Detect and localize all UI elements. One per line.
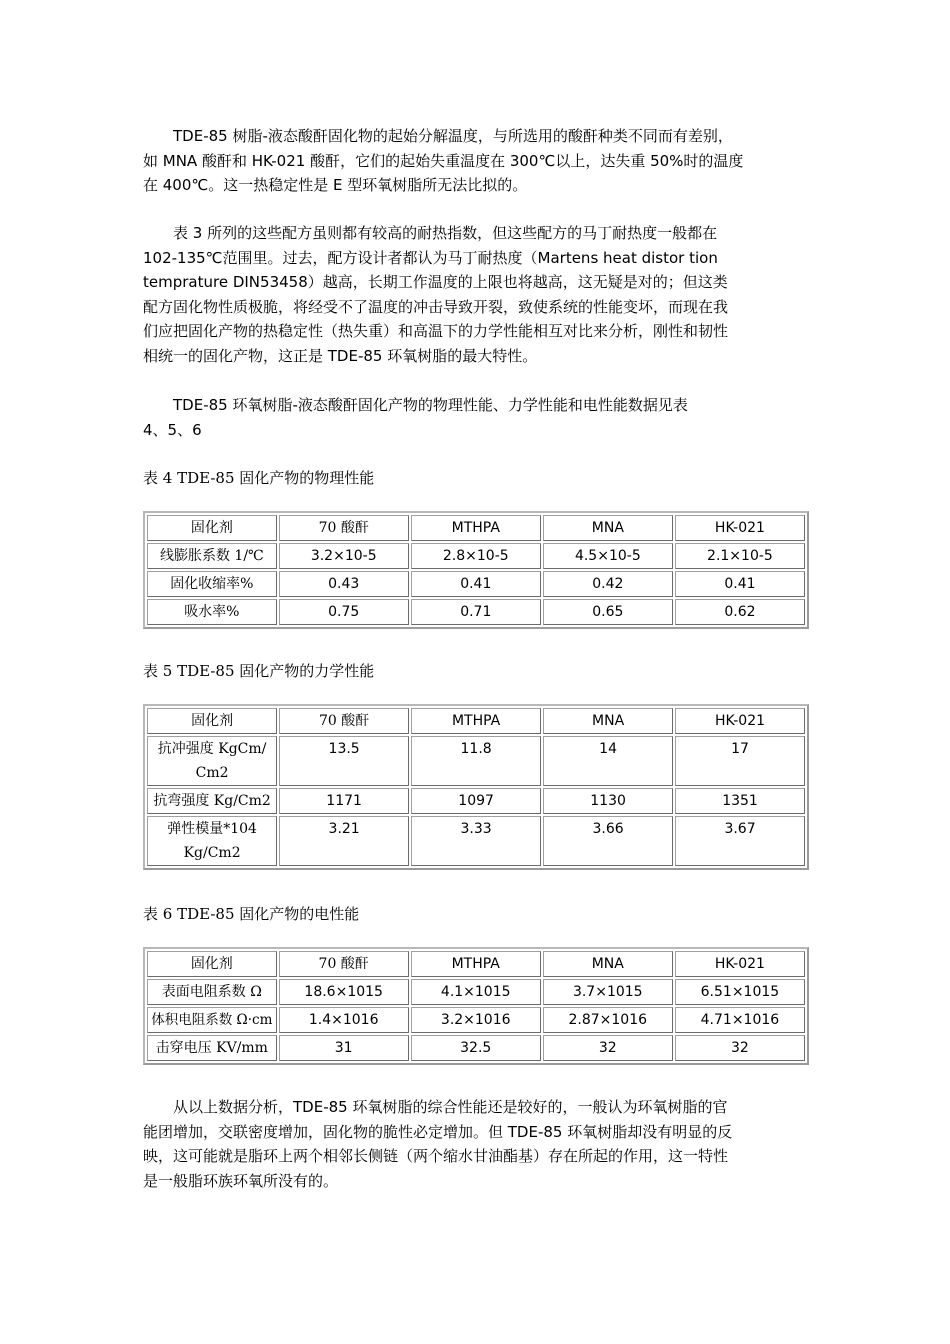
table-cell: 4.1×1015 [411,979,541,1005]
text-line: TDE-85 树脂-液态酸酐固化物的起始分解温度，与所选用的酸酐种类不同而有差别， [143,127,733,145]
table-cell: 11.8 [411,736,541,786]
table-cell: 1.4×1016 [279,1007,409,1033]
table-cell: 1351 [675,788,805,814]
row-label: 线膨胀系数 1/℃ [147,543,277,569]
table-cell: 0.41 [675,571,805,597]
paragraph-table-reference [143,393,808,442]
paragraph-conclusion [143,1095,808,1193]
table-cell: 0.41 [411,571,541,597]
table-cell: 3.33 [411,816,541,866]
table-cell: 3.67 [675,816,805,866]
header-cell: HK-021 [675,951,805,977]
table-row [147,543,805,569]
table-5-caption: 表 5 TDE-85 固化产物的力学性能 [143,662,375,680]
table-cell: 0.65 [543,599,673,625]
header-cell: MNA [543,515,673,541]
table-cell: 1130 [543,788,673,814]
table-cell: 31 [279,1035,409,1061]
table-cell: 3.66 [543,816,673,866]
table-row [147,736,805,786]
text-line: 映，这可能就是脂环上两个相邻长侧链（两个缩水甘油酯基）存在所起的作用，这一特性 [143,1147,729,1165]
table-cell: 32 [675,1035,805,1061]
table-cell: 1171 [279,788,409,814]
header-cell: MNA [543,708,673,734]
text-line: 4、5、6 [143,420,202,439]
text-line: 配方固化物性质极脆，将经受不了温度的冲击导致开裂，致使系统的性能变坏，而现在我 [143,297,729,316]
table-header-row [147,708,805,734]
row-label: 抗弯强度 Kg/Cm2 [147,788,277,814]
text-line: 相统一的固化产物，这正是 TDE-85 环氧树脂的最大特性。 [143,346,538,365]
table-cell: 4.71×1016 [675,1007,805,1033]
table-6-electrical-properties [143,947,809,1065]
table-cell: 3.21 [279,816,409,866]
table-row [147,788,805,814]
text-line: 们应把固化产物的热稳定性（热失重）和高温下的力学性能相互对比来分析，刚性和韧性 [143,322,729,340]
table-cell: 2.1×10-5 [675,543,805,569]
table-cell: 18.6×1015 [279,979,409,1005]
table-cell: 4.5×10-5 [543,543,673,569]
table-cell: 2.87×1016 [543,1007,673,1033]
header-cell: MTHPA [411,708,541,734]
text-line: 是一般脂环族环氧所没有的。 [143,1171,339,1190]
table-cell: 2.8×10-5 [411,543,541,569]
row-label: 击穿电压 KV/mm [147,1035,277,1061]
text-line: TDE-85 环氧树脂-液态酸酐固化产物的物理性能、力学性能和电性能数据见表 [143,396,688,414]
table-5-mechanical-properties [143,704,809,870]
table-header-row [147,515,805,541]
text-line: 从以上数据分析，TDE-85 环氧树脂的综合性能还是较好的，一般认为环氧树脂的官 [143,1098,728,1116]
header-cell: MTHPA [411,515,541,541]
header-cell: MNA [543,951,673,977]
table-row [147,979,805,1005]
table-cell: 0.75 [279,599,409,625]
table-cell: 6.51×1015 [675,979,805,1005]
header-cell: 固化剂 [147,515,277,541]
table-4-physical-properties [143,511,809,629]
table-cell: 0.62 [675,599,805,625]
text-line: temprature DIN53458）越高，长期工作温度的上限也将越高，这无疑是对的；但这类 [143,273,728,291]
table-row [147,599,805,625]
header-cell: HK-021 [675,515,805,541]
row-label: 吸水率% [147,599,277,625]
text-line: 能团增加，交联密度增加，固化物的脆性必定增加。但 TDE-85 环氧树脂却没有明显的反 [143,1122,733,1141]
table-cell: 1097 [411,788,541,814]
table-header-row [147,951,805,977]
row-label: 固化收缩率% [147,571,277,597]
table-cell: 0.71 [411,599,541,625]
paragraph-martens-heat [143,221,808,368]
table-cell: 0.43 [279,571,409,597]
table-4-caption: 表 4 TDE-85 固化产物的物理性能 [143,469,375,487]
row-label: 抗冲强度 KgCm/ Cm2 [147,736,277,786]
table-cell: 13.5 [279,736,409,786]
text-line: 如 MNA 酸酐和 HK-021 酸酐，它们的起始失重温度在 300℃以上，达失重 50%时的温度 [143,151,744,170]
table-cell: 3.7×1015 [543,979,673,1005]
row-label: 表面电阻系数 Ω [147,979,277,1005]
text-line: 在 400℃。这一热稳定性是 E 型环氧树脂所无法比拟的。 [143,176,528,194]
header-cell: MTHPA [411,951,541,977]
header-cell: 70 酸酐 [279,515,409,541]
paragraph-thermal-decomposition [143,124,808,198]
table-row [147,571,805,597]
header-cell: 70 酸酐 [279,951,409,977]
row-label: 弹性模量*104 Kg/Cm2 [147,816,277,866]
table-cell: 17 [675,736,805,786]
table-cell: 0.42 [543,571,673,597]
header-cell: 固化剂 [147,708,277,734]
table-row [147,1035,805,1061]
header-cell: HK-021 [675,708,805,734]
table-cell: 3.2×1016 [411,1007,541,1033]
header-cell: 固化剂 [147,951,277,977]
table-cell: 3.2×10-5 [279,543,409,569]
table-cell: 32 [543,1035,673,1061]
table-6-caption: 表 6 TDE-85 固化产物的电性能 [143,905,360,923]
table-row [147,816,805,866]
header-cell: 70 酸酐 [279,708,409,734]
row-label: 体积电阻系数 Ω·cm [147,1007,277,1033]
table-cell: 32.5 [411,1035,541,1061]
text-line: 表 3 所列的这些配方虽则都有较高的耐热指数，但这些配方的马丁耐热度一般都在 [143,224,718,242]
text-line: 102-135℃范围里。过去，配方设计者都认为马丁耐热度（Martens heat distor tion [143,248,718,267]
table-row [147,1007,805,1033]
table-cell: 14 [543,736,673,786]
